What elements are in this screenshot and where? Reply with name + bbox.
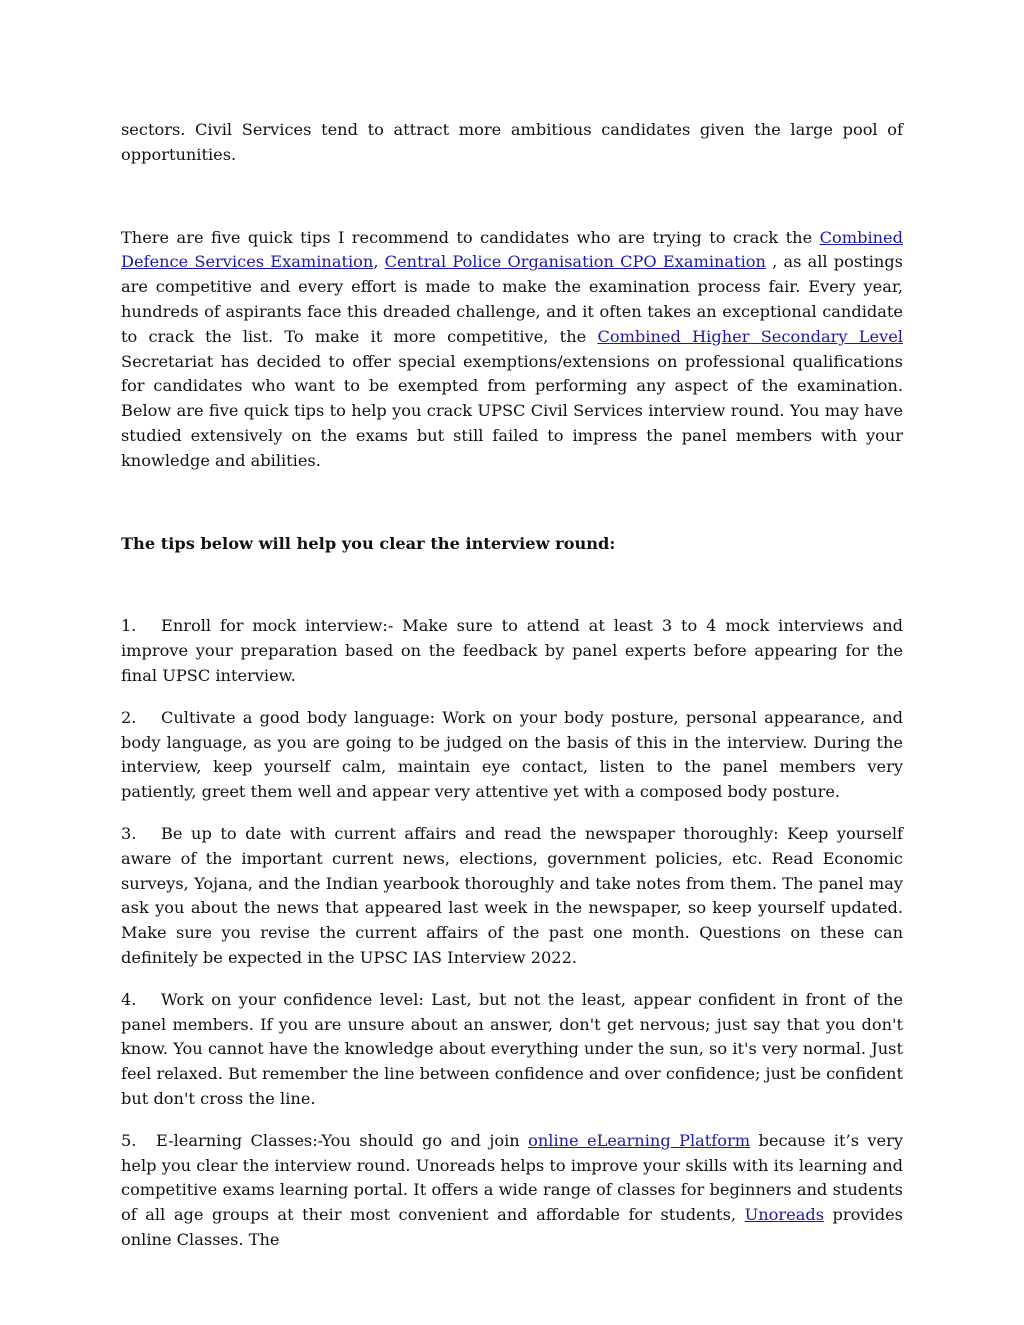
combined-higher-secondary-link[interactable]: Combined Higher Secondary Level xyxy=(597,326,903,346)
tip-number: 2. xyxy=(121,707,137,727)
tip-item-5 xyxy=(121,1129,903,1253)
tip-number: 3. xyxy=(121,823,137,843)
tip-item-2 xyxy=(121,706,903,805)
document-page xyxy=(121,118,903,1270)
tip-text: E-learning Classes:-You should go and join xyxy=(156,1130,529,1150)
spacer xyxy=(121,556,903,614)
intro-paragraph: sectors. Civil Services tend to attract more ambitious candidates given the large pool of opportunities. xyxy=(121,120,903,164)
paragraph-text: Secretariat has decided to offer special exemptions/extensions on professional qualifications for candidates who want to be exempted from performing any aspect of the examination. Below are five quick tips to help you crack UPSC Civil Services interview round. You may have studied extensively on the exams but still failed to impress the panel members with your knowledge and abilities. xyxy=(121,351,903,470)
spacer xyxy=(121,168,903,226)
tip-number: 4. xyxy=(121,989,137,1009)
paragraph-text: There are five quick tips I recommend to candidates who are trying to crack the xyxy=(121,227,820,247)
tip-item-1 xyxy=(121,614,903,688)
tips-heading: The tips below will help you clear the interview round: xyxy=(121,533,616,553)
tip-number: 5. xyxy=(121,1130,137,1150)
tip-text: Work on your confidence level: Last, but not the least, appear confident in front of the panel members. If you are unsure about an answer, don't get nervous; just say that you don't know. You cannot have the knowledge about everything under the sun, so it's very normal. Just feel relaxed. But remember the line between confidence and over confidence; just be confident but don't cross the line. xyxy=(121,989,903,1108)
online-elearning-platform-link[interactable]: online eLearning Platform xyxy=(528,1130,751,1150)
combined-defence-services-link[interactable]: Combined Defence Services Examination xyxy=(121,227,903,272)
spacer xyxy=(121,474,903,532)
paragraph-text: , as all postings are competitive and every effort is made to make the examination process fair. Every year, hundreds of aspirants face this dreaded challenge, and it often takes an exceptional candidate to crack the list. To make it more competitive, the xyxy=(121,252,903,346)
tip-text: provides online Classes. The xyxy=(121,1205,903,1249)
cpo-examination-link[interactable]: Central Police Organisation CPO Examination xyxy=(384,252,766,272)
paragraph-text: , xyxy=(373,252,385,272)
tip-text: Be up to date with current affairs and read the newspaper thoroughly: Keep yourself aware of the important current news, elections, government policies, etc. Read Economic surveys, Yojana, and the Indian yearbook thoroughly and take notes from them. The panel may ask you about the news that appeared last week in the newspaper, so keep yourself updated. Make sure you revise the current affairs of the past one month. Questions on these can definitely be expected in the UPSC IAS Interview 2022. xyxy=(121,823,903,967)
main-paragraph xyxy=(121,226,903,474)
unoreads-link[interactable]: Unoreads xyxy=(744,1205,825,1225)
tip-item-4 xyxy=(121,988,903,1112)
tip-item-3 xyxy=(121,822,903,971)
tip-text: because it’s very help you clear the interview round. Unoreads helps to improve your skills with its learning and competitive exams learning portal. It offers a wide range of classes for beginners and students of all age groups at their most convenient and affordable for students, xyxy=(121,1130,904,1225)
tip-text: Cultivate a good body language: Work on your body posture, personal appearance, and body language, as you are going to be judged on the basis of this in the interview. During the interview, keep yourself calm, maintain eye contact, listen to the panel members very patiently, greet them well and appear very attentive yet with a composed body posture. xyxy=(121,707,903,802)
tip-number: 1. xyxy=(121,616,137,636)
tip-text: Enroll for mock interview:- Make sure to attend at least 3 to 4 mock interviews and improve your preparation based on the feedback by panel experts before appearing for the final UPSC interview. xyxy=(121,616,903,685)
